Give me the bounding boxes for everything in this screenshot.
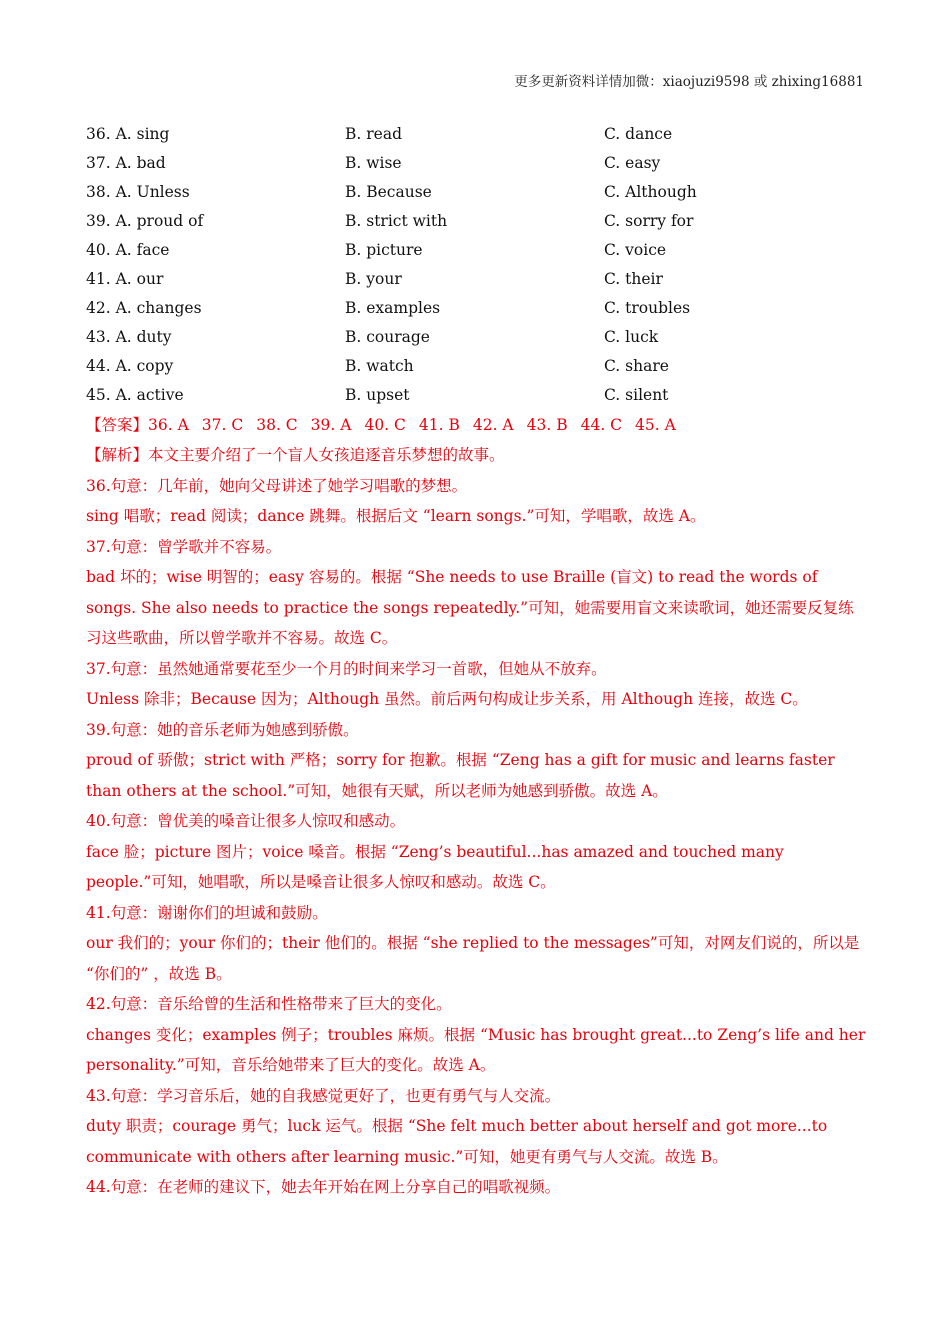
option-b: B. Because (345, 183, 432, 201)
option-c: C. sorry for (604, 212, 694, 230)
option-a: 43. A. duty (86, 328, 172, 346)
option-c: C. silent (604, 386, 669, 404)
option-b: B. strict with (345, 212, 448, 230)
explanation: face 脸；picture 图片；voice 嗓音。根据 “Zeng’s beautiful...has amazed and touched many people.”可知，她唱歌，所以是嗓音让很多人惊叹和感动。故选 C。 (86, 842, 784, 891)
option-c: C. dance (604, 125, 673, 143)
option-c: C. Although (604, 183, 697, 201)
option-a: 36. A. sing (86, 125, 170, 143)
analysis-summary: 本文主要介绍了一个盲人女孩追逐音乐梦想的故事。 (148, 446, 505, 464)
answer-item: 42. A (472, 416, 514, 434)
explanation: bad 坏的；wise 明智的；easy 容易的。根据 “She needs to use Braille (盲文) to read the words of songs. She also needs to practice the songs repeatedly.”可知，她需要用盲文来读歌词，她还需要反复练习这些歌曲，所以曾学歌并不容易。故选 C。 (86, 568, 854, 647)
option-c: C. their (604, 270, 663, 288)
option-a: 42. A. changes (86, 299, 202, 317)
analysis-label: 【解析】 (86, 446, 149, 464)
option-row (86, 178, 866, 207)
answer-item: 39. A (310, 416, 352, 434)
option-row (86, 323, 866, 352)
option-b: B. upset (345, 386, 410, 404)
option-row (86, 352, 866, 381)
option-row (86, 149, 866, 178)
option-a: 40. A. face (86, 241, 170, 259)
option-row (86, 265, 866, 294)
option-a: 41. A. our (86, 270, 164, 288)
option-b: B. courage (345, 328, 430, 346)
sentence-meaning: 42.句意：音乐给曾的生活和性格带来了巨大的变化。 (86, 995, 452, 1013)
option-c: C. easy (604, 154, 661, 172)
option-b: B. picture (345, 241, 423, 259)
sentence-meaning: 40.句意：曾优美的嗓音让很多人惊叹和感动。 (86, 812, 406, 830)
option-b: B. your (345, 270, 402, 288)
analysis-line (86, 440, 866, 471)
explanation: changes 变化；examples 例子；troubles 麻烦。根据 “Music has brought great...to Zeng’s life and her personality.”可知，音乐给她带来了巨大的变化。故选 A。 (86, 1025, 866, 1074)
answer-item: 37. C (201, 416, 244, 434)
answer-label: 【答案】 (86, 416, 149, 434)
explanation: proud of 骄傲；strict with 严格；sorry for 抱歉。根据 “Zeng has a gift for music and learns faster than others at the school.”可知，她很有天赋，所以老师为她感到骄傲。故选 A。 (86, 751, 835, 800)
explanation: duty 职责；courage 勇气；luck 运气。根据 “She felt much better about herself and got more...to communicate with others after learning music.”可知，她更有勇气与人交流。故选 B。 (86, 1117, 828, 1166)
answer-item: 40. C (364, 416, 406, 434)
answer-item: 41. B (418, 416, 460, 434)
option-a: 39. A. proud of (86, 212, 204, 230)
option-a: 38. A. Unless (86, 183, 190, 201)
explanation: sing 唱歌；read 阅读；dance 跳舞。根据后文 “learn songs.”可知，学唱歌，故选 A。 (86, 507, 706, 525)
answer-line (86, 410, 866, 440)
option-row (86, 236, 866, 265)
sentence-meaning: 36.句意：几年前，她向父母讲述了她学习唱歌的梦想。 (86, 476, 468, 495)
answer-item: 36. A (148, 416, 189, 434)
option-c: C. voice (604, 241, 667, 259)
option-c: C. share (604, 357, 669, 375)
option-row (86, 120, 866, 149)
explanation: our 我们的；your 你们的；their 他们的。根据 “she replied to the messages”可知，对网友们说的，所以是 “你们的” ，故选 B。 (86, 934, 860, 983)
option-c: C. luck (604, 328, 659, 346)
explanation: Unless 除非；Because 因为；Although 虽然。前后两句构成让步关系，用 Although 连接，故选 C。 (86, 690, 808, 708)
answer-item: 45. A (635, 416, 676, 434)
option-a: 45. A. active (86, 386, 184, 404)
option-row (86, 207, 866, 236)
answer-item: 38. C (256, 416, 298, 434)
sentence-meaning: 41.句意：谢谢你们的坦诚和鼓励。 (86, 903, 328, 922)
sentence-meaning: 43.句意：学习音乐后，她的自我感觉更好了，也更有勇气与人交流。 (86, 1086, 561, 1105)
option-row (86, 294, 866, 323)
answer-item: 44. C (580, 416, 623, 434)
option-b: B. wise (345, 154, 402, 172)
sentence-meaning: 37.句意：虽然她通常要花至少一个月的时间来学习一首歌，但她从不放弃。 (86, 659, 607, 678)
option-b: B. examples (345, 299, 441, 317)
answer-item: 43. B (526, 416, 568, 434)
sentence-meaning: 44.句意：在老师的建议下，她去年开始在网上分享自己的唱歌视频。 (86, 1178, 561, 1196)
option-row (86, 381, 866, 410)
option-c: C. troubles (604, 299, 691, 317)
option-b: B. read (345, 125, 402, 143)
options-table (86, 120, 866, 410)
sentence-meaning: 39.句意：她的音乐老师为她感到骄傲。 (86, 720, 359, 739)
sentence-meaning: 37.句意：曾学歌并不容易。 (86, 537, 282, 556)
option-a: 44. A. copy (86, 357, 174, 375)
page-header: 更多更新资料详情加微：xiaojuzi9598 或 zhixing16881 (514, 74, 864, 90)
document-body (86, 120, 866, 1203)
option-b: B. watch (345, 357, 414, 375)
option-a: 37. A. bad (86, 154, 166, 172)
